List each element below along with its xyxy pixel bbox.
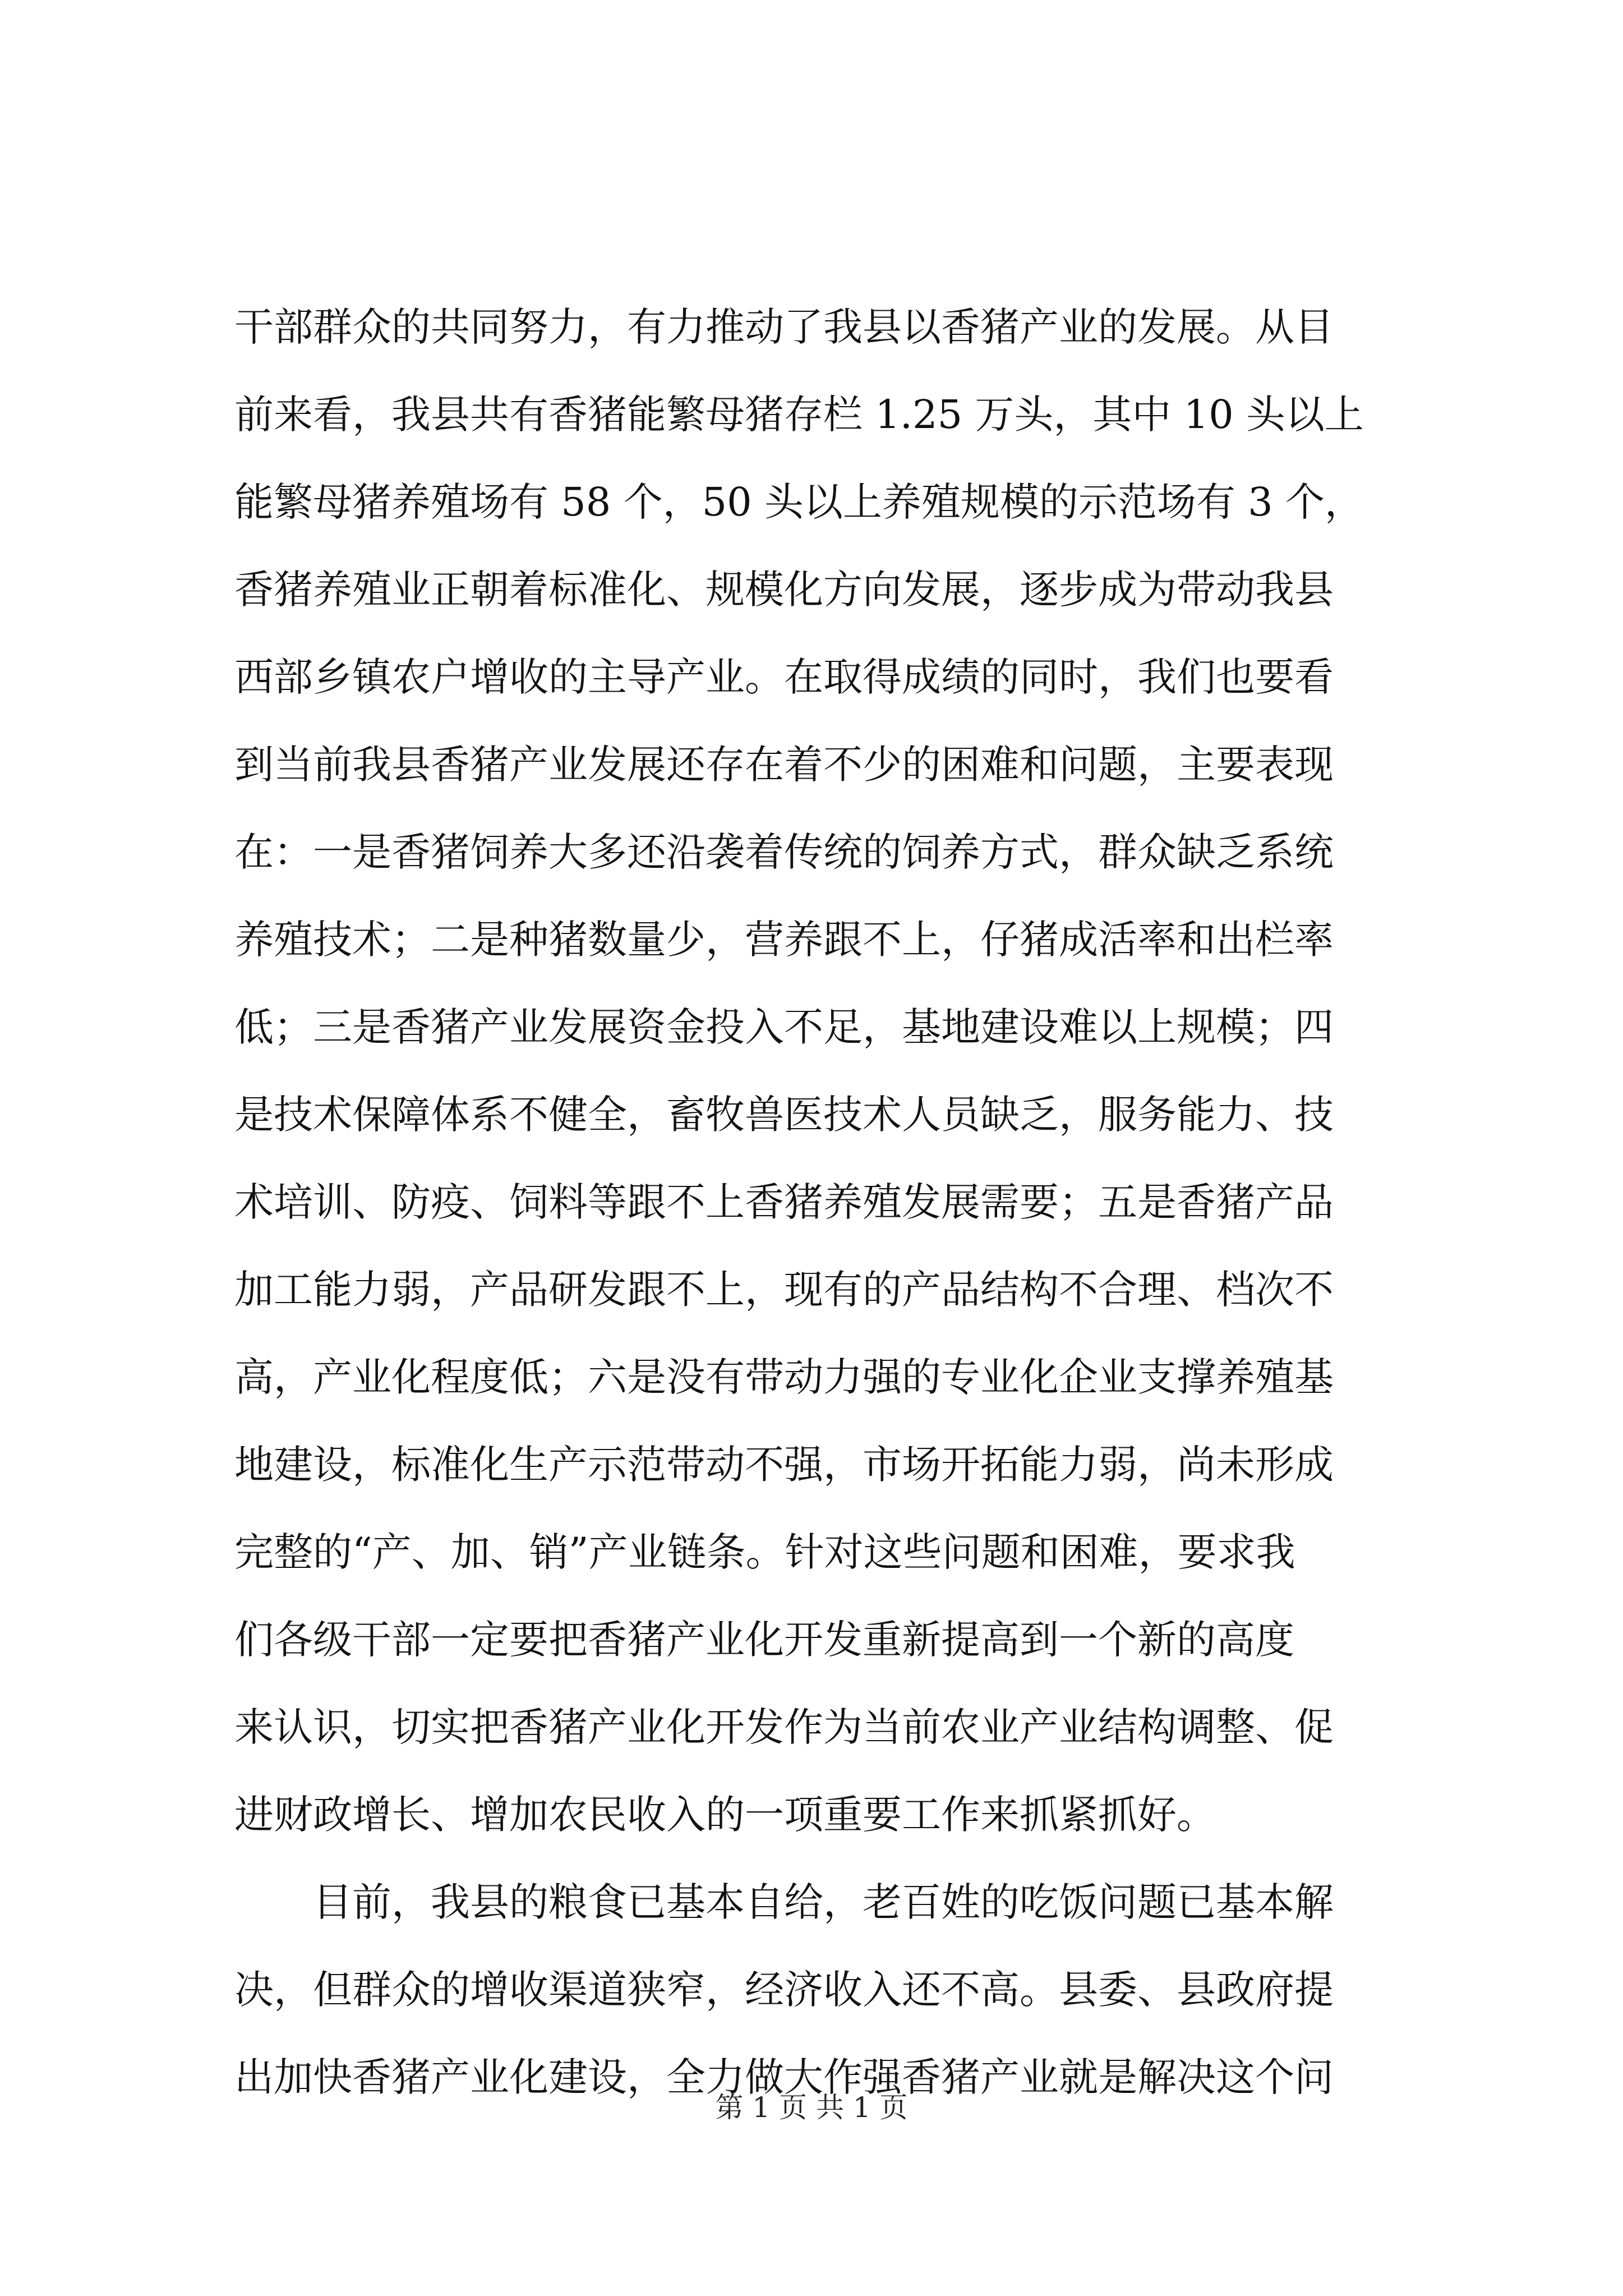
text-line: 能繁母猪养殖场有 58 个，50 头以上养殖规模的示范场有 3 个， xyxy=(234,479,1364,525)
text-line: 完整的“产、加、销”产业链条。针对这些问题和困难，要求我 xyxy=(234,1529,1295,1575)
text-line: 目前，我县的粮食已基本自给，老百姓的吃饭问题已基本解 xyxy=(234,1879,1334,1925)
text-line: 在：一是香猪饲养大多还沿袭着传统的饲养方式，群众缺乏系统 xyxy=(234,829,1334,875)
text-line: 加工能力弱，产品研发跟不上，现有的产品结构不合理、档次不 xyxy=(234,1267,1334,1313)
page-footer xyxy=(0,2088,1623,2127)
text-line: 养殖技术；二是种猪数量少，营养跟不上，仔猪成活率和出栏率 xyxy=(234,917,1334,963)
text-line: 地建设，标准化生产示范带动不强，市场开拓能力弱，尚未形成 xyxy=(234,1442,1334,1488)
text-line: 到当前我县香猪产业发展还存在着不少的困难和问题，主要表现 xyxy=(234,742,1334,788)
text-line: 干部群众的共同努力，有力推动了我县以香猪产业的发展。从目 xyxy=(234,304,1334,350)
body-text xyxy=(234,283,1421,2121)
text-line: 决，但群众的增收渠道狭窄，经济收入还不高。县委、县政府提 xyxy=(234,1967,1334,2013)
text-line: 们各级干部一定要把香猪产业化开发重新提高到一个新的高度 xyxy=(234,1617,1294,1663)
text-line: 术培训、防疫、饲料等跟不上香猪养殖发展需要；五是香猪产品 xyxy=(234,1179,1334,1225)
text-line: 进财政增长、增加农民收入的一项重要工作来抓紧抓好。 xyxy=(234,1792,1216,1838)
text-line: 出加快香猪产业化建设，全力做大作强香猪产业就是解决这个问 xyxy=(234,2054,1334,2100)
page-number: 第 1 页 共 1 页 xyxy=(715,2091,908,2124)
text-line: 西部乡镇农户增收的主导产业。在取得成绩的同时，我们也要看 xyxy=(234,654,1334,700)
text-line: 高，产业化程度低；六是没有带动力强的专业化企业支撑养殖基 xyxy=(234,1354,1334,1400)
text-line: 是技术保障体系不健全，畜牧兽医技术人员缺乏，服务能力、技 xyxy=(234,1092,1334,1138)
text-line: 前来看，我县共有香猪能繁母猪存栏 1.25 万头，其中 10 头以上 xyxy=(234,392,1364,438)
text-line: 香猪养殖业正朝着标准化、规模化方向发展，逐步成为带动我县 xyxy=(234,567,1334,613)
text-line: 来认识，切实把香猪产业化开发作为当前农业产业结构调整、促 xyxy=(234,1704,1334,1750)
text-line: 低；三是香猪产业发展资金投入不足，基地建设难以上规模；四 xyxy=(234,1004,1334,1050)
